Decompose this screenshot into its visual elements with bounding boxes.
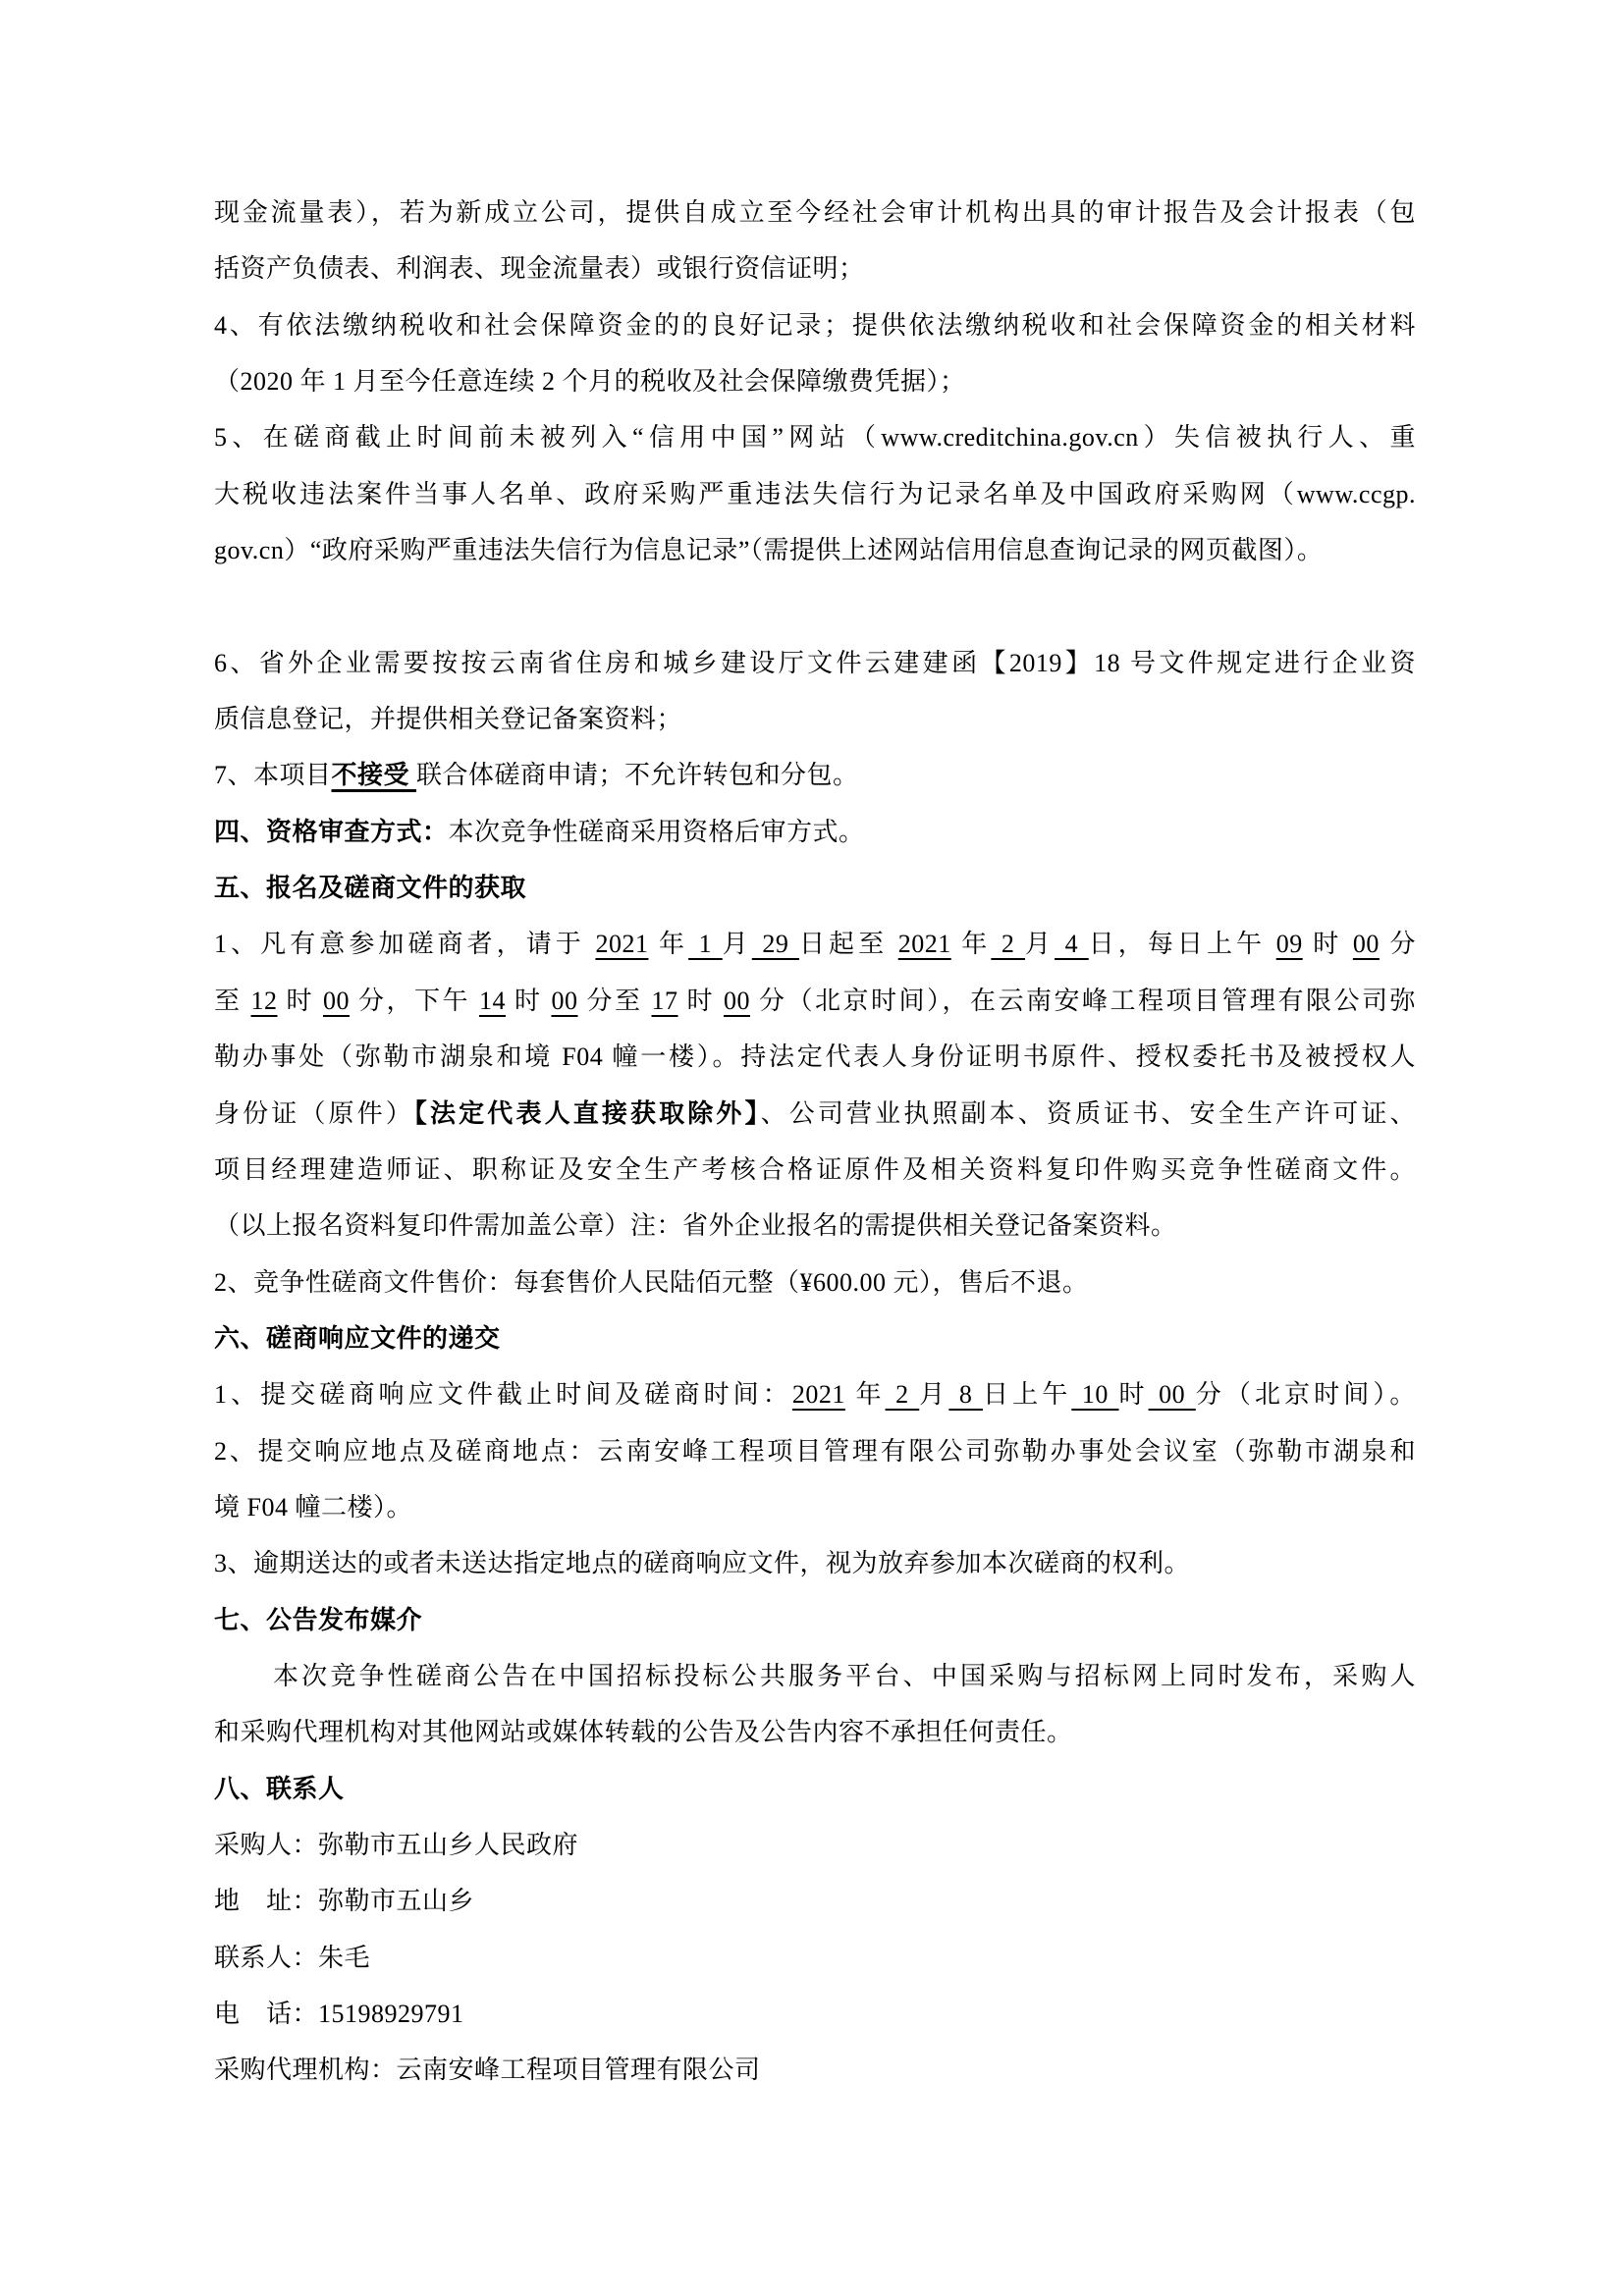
text-run: 年 <box>648 930 689 959</box>
text-run: 和采购代理机构对其他网站或媒体转载的公告及公告内容不承担任何责任。 <box>214 1718 1073 1747</box>
underlined-text: 8 <box>948 1380 984 1410</box>
text-run: 现金流量表），若为新成立公司，提供自成立至今经社会审计机构出具的审计报告及会计报表（包 <box>214 198 1416 227</box>
text-run: 5、在磋商截止时间前未被列入“信用中国”网站（www.creditchina.gov.cn）失信被执行人、重 <box>214 423 1416 453</box>
text-run: 联系人：朱毛 <box>214 1943 371 1972</box>
underlined-text: 00 <box>1352 930 1380 959</box>
text-run: 年 <box>950 930 992 959</box>
text-run: 分（北京时间），在云南安峰工程项目管理有限公司弥 <box>750 986 1416 1015</box>
text-run: 质信息登记，并提供相关登记备案资料； <box>214 705 683 734</box>
underlined-text: 2 <box>991 930 1025 959</box>
text-run: 1、提交磋商响应文件截止时间及磋商时间： <box>214 1380 792 1410</box>
text-run: 身份证（原件） <box>214 1098 414 1128</box>
text-run: 电 话：15198929791 <box>214 2000 464 2028</box>
text-run: gov.cn）“政府采购严重违法失信行为信息记录”（需提供上述网站信用信息查询记录的网页截图）。 <box>214 536 1324 565</box>
text-line <box>214 1817 1416 1873</box>
text-run: 境 F04 幢二楼）。 <box>214 1492 412 1522</box>
text-run: 1、凡有意参加磋商者，请于 <box>214 930 596 959</box>
text-run: 分 <box>1379 930 1416 959</box>
text-line <box>214 1086 1416 1142</box>
underlined-text: 00 <box>323 986 350 1015</box>
text-line <box>214 1198 1416 1254</box>
bold-text: 【法定代表人直接获取除外】 <box>413 1098 761 1128</box>
text-line <box>214 747 1416 803</box>
text-line <box>214 240 1416 296</box>
text-run: 分至 <box>577 986 652 1015</box>
text-run: 采购代理机构：云南安峰工程项目管理有限公司 <box>214 2056 761 2085</box>
text-run: 日，每日上午 <box>1088 930 1276 959</box>
bold-text: 八、联系人 <box>214 1774 345 1803</box>
text-run: 地 址：弥勒市五山乡 <box>214 1887 475 1916</box>
text-run: 大税收违法案件当事人名单、政府采购严重违法失信行为记录名单及中国政府采购网（www.ccgp. <box>214 479 1416 508</box>
text-run: 本次竞争性磋商采用资格后审方式。 <box>448 817 865 846</box>
underlined-text: 17 <box>651 986 678 1015</box>
text-line <box>214 1986 1416 2042</box>
text-run: 时 <box>277 986 323 1015</box>
text-run: 时 <box>677 986 724 1015</box>
text-line <box>214 409 1416 465</box>
text-line <box>214 1479 1416 1535</box>
underlined-text: 00 <box>551 986 578 1015</box>
text-run: 3、逾期送达的或者未送达指定地点的磋商响应文件，视为放弃参加本次磋商的权利。 <box>214 1549 1191 1578</box>
text-run: 6、省外企业需要按按云南省住房和城乡建设厅文件云建建函【2019】18 号文件规定进行企业资 <box>214 648 1416 677</box>
text-line <box>214 1255 1416 1310</box>
underlined-text: 2021 <box>897 930 951 959</box>
text-run: 勒办事处（弥勒市湖泉和境 F04 幢一楼）。持法定代表人身份证明书原件、授权委托书及被授权人 <box>214 1042 1416 1072</box>
text-run: 至 <box>214 986 251 1015</box>
text-run: 7、本项目 <box>214 761 332 790</box>
underlined-text: 1 <box>688 930 723 959</box>
text-line <box>214 1029 1416 1085</box>
document-body <box>214 185 1416 2099</box>
underlined-text: 14 <box>479 986 506 1015</box>
text-run: 时 <box>506 986 552 1015</box>
text-line <box>214 522 1416 578</box>
text-run: 本次竞争性磋商公告在中国招标投标公共服务平台、中国采购与招标网上同时发布，采购人 <box>273 1661 1416 1690</box>
text-run: 括资产负债表、利润表、现金流量表）或银行资信证明； <box>214 254 865 284</box>
text-line <box>214 297 1416 353</box>
text-line <box>214 916 1416 972</box>
text-run: 日上午 <box>983 1380 1072 1410</box>
underlined-text: 不接受 <box>331 761 417 790</box>
underlined-text: 00 <box>1148 1380 1196 1410</box>
text-run: （以上报名资料复印件需加盖公章）注：省外企业报名的需提供相关登记备案资料。 <box>214 1211 1177 1241</box>
text-line <box>214 353 1416 409</box>
text-line <box>214 1423 1416 1479</box>
bold-text: 四、资格审查方式： <box>214 817 449 846</box>
bold-text: 七、公告发布媒介 <box>214 1605 423 1634</box>
text-run: 联合体磋商申请；不允许转包和分包。 <box>416 761 859 790</box>
text-run: 4、有依法缴纳税收和社会保障资金的的良好记录；提供依法缴纳税收和社会保障资金的相关材料 <box>214 310 1416 340</box>
text-run: 项目经理建造师证、职称证及安全生产考核合格证原件及相关资料复印件购买竞争性磋商文件。 <box>214 1154 1416 1184</box>
text-line <box>214 973 1416 1029</box>
text-run: 采购人：弥勒市五山乡人民政府 <box>214 1830 579 1859</box>
text-line <box>214 1535 1416 1591</box>
text-run: 日起至 <box>798 930 898 959</box>
text-line <box>214 1142 1416 1198</box>
text-line <box>214 1366 1416 1422</box>
text-line <box>214 1592 1416 1648</box>
text-line <box>214 1873 1416 1929</box>
text-run: 时 <box>1302 930 1353 959</box>
text-line <box>214 1648 1416 1704</box>
text-run: 分（北京时间）。 <box>1195 1380 1416 1410</box>
underlined-text: 2 <box>885 1380 920 1410</box>
text-line <box>214 466 1416 522</box>
underlined-text: 09 <box>1275 930 1303 959</box>
text-line <box>214 185 1416 240</box>
underlined-text: 29 <box>751 930 799 959</box>
text-line <box>214 1761 1416 1817</box>
text-line <box>214 860 1416 916</box>
bold-text: 五、报名及磋商文件的获取 <box>214 874 527 903</box>
text-run: 月 <box>722 930 752 959</box>
text-line <box>214 1704 1416 1760</box>
text-run: 2、竞争性磋商文件售价：每套售价人民陆佰元整（¥600.00 元），售后不退。 <box>214 1267 1089 1297</box>
text-run: 分，下午 <box>350 986 479 1015</box>
underlined-text: 00 <box>724 986 750 1015</box>
text-line <box>214 1310 1416 1366</box>
blank-line <box>214 578 1416 634</box>
underlined-text: 12 <box>250 986 278 1015</box>
underlined-text: 10 <box>1071 1380 1119 1410</box>
underlined-text: 2021 <box>791 1380 845 1410</box>
text-line <box>214 804 1416 860</box>
text-run: （2020 年 1 月至今任意连续 2 个月的税收及社会保障缴费凭据）； <box>214 367 966 397</box>
underlined-text: 2021 <box>595 930 649 959</box>
underlined-text: 4 <box>1055 930 1089 959</box>
bold-text: 六、磋商响应文件的递交 <box>214 1323 501 1353</box>
text-line <box>214 635 1416 691</box>
text-line <box>214 691 1416 747</box>
text-run: 2、提交响应地点及磋商地点：云南安峰工程项目管理有限公司弥勒办事处会议室（弥勒市湖泉和 <box>214 1436 1416 1466</box>
text-line <box>214 1930 1416 1986</box>
text-run: 时 <box>1118 1380 1149 1410</box>
text-run: 年 <box>844 1380 886 1410</box>
text-line <box>214 2042 1416 2098</box>
text-run: 月 <box>919 1380 949 1410</box>
text-run: 、公司营业执照副本、资质证书、安全生产许可证、 <box>760 1098 1416 1128</box>
text-run: 月 <box>1025 930 1056 959</box>
